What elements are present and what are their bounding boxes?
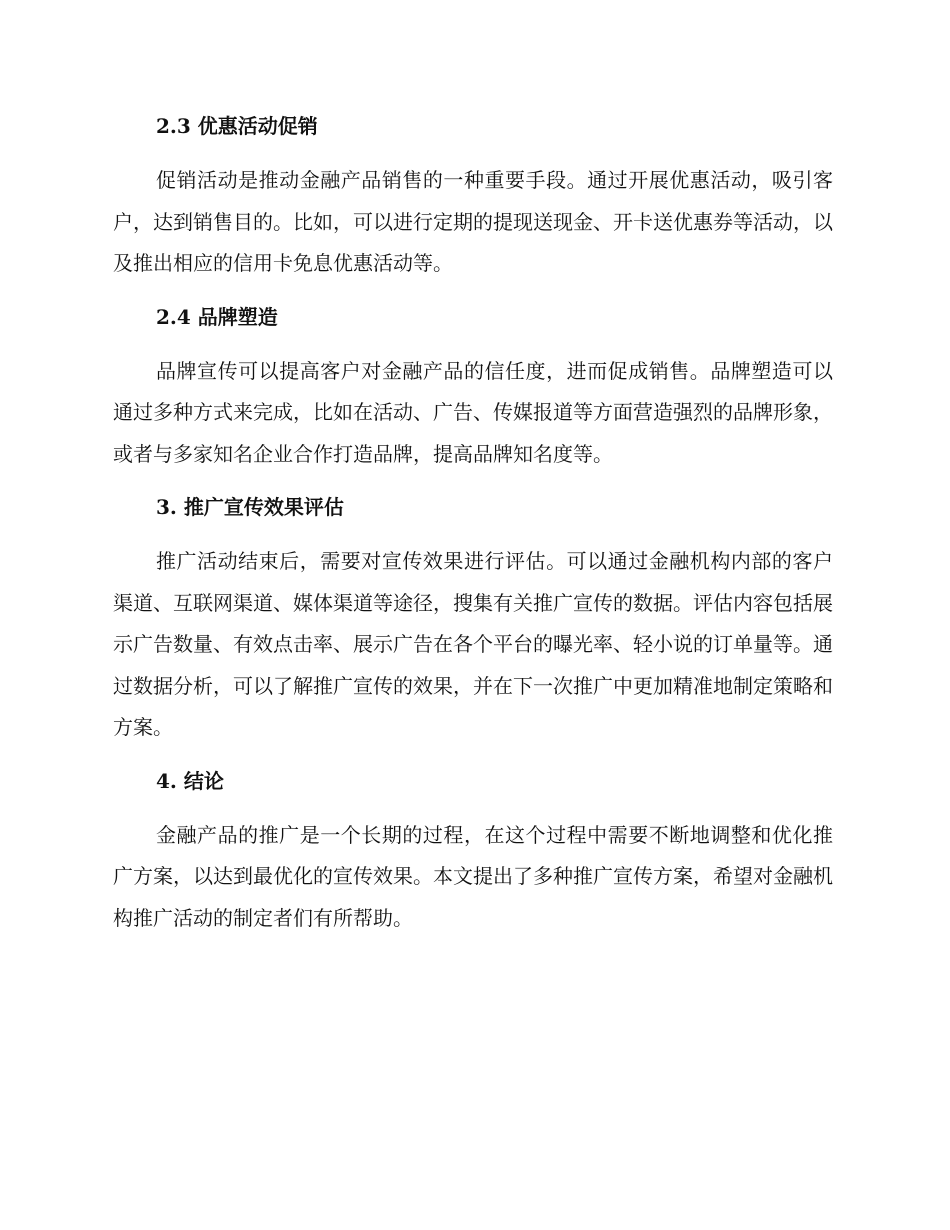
section-body-2-4: 品牌宣传可以提高客户对金融产品的信任度，进而促成销售。品牌塑造可以通过多种方式来完成，比如在活动、广告、传媒报道等方面营造强烈的品牌形象，或者与多家知名企业合作打造品牌，提高品牌知名度等。 (113, 358, 833, 466)
section-heading-3: 3. 推广宣传效果评估 (156, 495, 344, 519)
spacer (113, 285, 833, 295)
section-heading-2-3: 2.3 优惠活动促销 (156, 114, 318, 138)
section-heading-2-4: 2.4 品牌塑造 (156, 304, 278, 329)
section-heading-4: 4. 结论 (156, 768, 224, 793)
spacer (113, 475, 833, 485)
section-body-4: 金融产品的推广是一个长期的过程，在这个过程中需要不断地调整和优化推广方案，以达到最优化的宣传效果。本文提出了多种推广宣传方案，希望对金融机构推广活动的制定者们有所帮助。 (113, 822, 833, 930)
section-body-3: 推广活动结束后，需要对宣传效果进行评估。可以通过金融机构内部的客户渠道、互联网渠道、媒体渠道等途径，搜集有关推广宣传的数据。评估内容包括展示广告数量、有效点击率、展示广告在各个平台的曝光率、轻小说的订单量等。通过数据分析，可以了解推广宣传的效果，并在下一次推广中更加精准地制定策略和方案。 (113, 549, 833, 739)
spacer (113, 749, 833, 759)
spacer (113, 803, 833, 815)
spacer (113, 339, 833, 351)
section-body-2-3: 促销活动是推动金融产品销售的一种重要手段。通过开展优惠活动，吸引客户，达到销售目的。比如，可以进行定期的提现送现金、开卡送优惠券等活动，以及推出相应的信用卡免息优惠活动等。 (113, 168, 833, 275)
spacer (113, 529, 833, 541)
document-content (113, 104, 833, 939)
spacer (113, 148, 833, 160)
